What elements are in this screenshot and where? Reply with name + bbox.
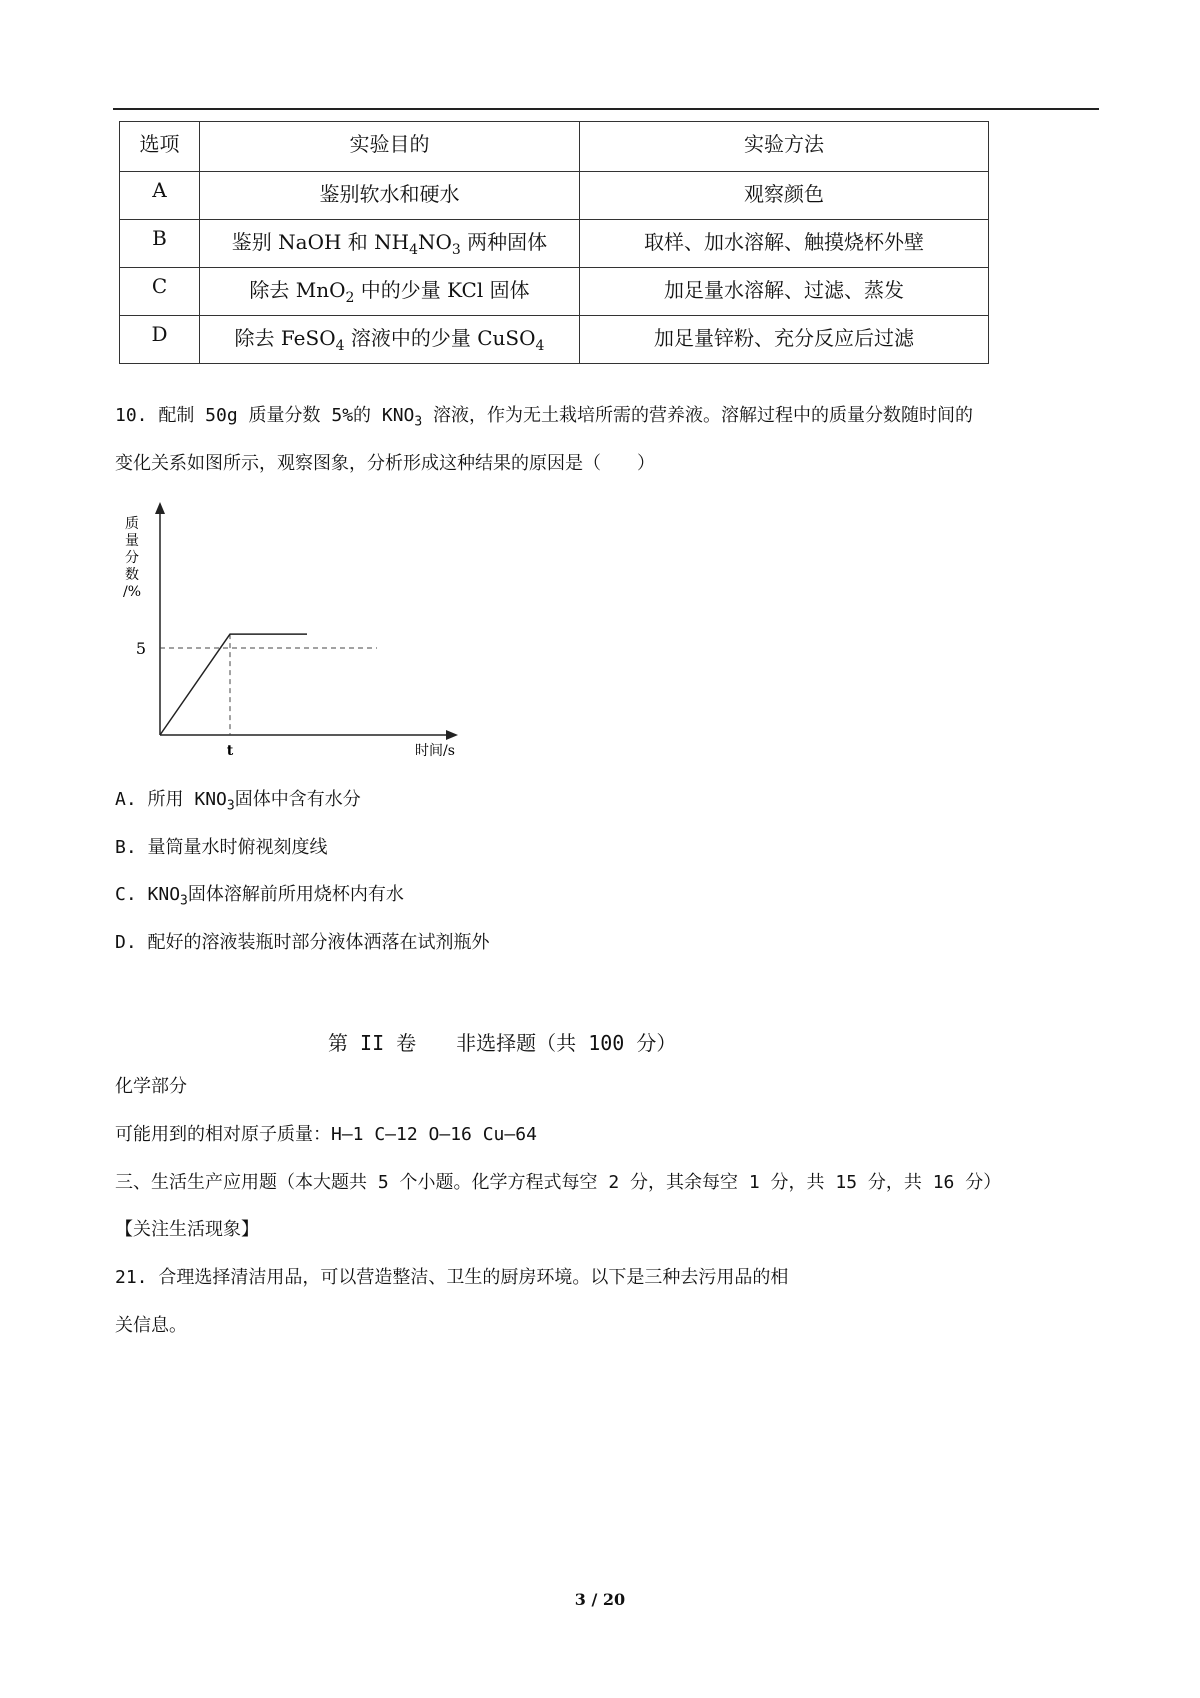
y-tick-label: 5 [135, 639, 146, 658]
section-title: 第 II 卷 非选择题（共 100 分） [328, 1031, 677, 1055]
option-cell: A [120, 172, 200, 220]
purpose-cell: 除去 MnO$_2$ 中的少量 KCl 固体 [200, 268, 580, 316]
y-axis-arrow [155, 502, 165, 514]
y-axis-label-char: 分 [125, 550, 139, 566]
x-axis-label: 时间/s [415, 743, 455, 759]
question-21-line1: 21. 合理选择清洁用品，可以营造整洁、卫生的厨房环境。以下是三种去污用品的相 [115, 1267, 789, 1288]
option-cell: C [120, 268, 200, 316]
question-21-line2: 关信息。 [115, 1315, 187, 1336]
table-row [120, 316, 989, 364]
header-rule [113, 108, 1099, 110]
chemistry-heading: 化学部分 [115, 1076, 187, 1097]
table-row [120, 172, 989, 220]
question-10-line1: 10. 配制 50g 质量分数 5%的 $KNO_3$ 溶液，作为无土栽培所需的营养液。溶解过程中的质量分数随时间的 [115, 405, 974, 430]
option-cell: B [120, 220, 200, 268]
option-b[interactable]: B. 量筒量水时俯视刻度线 [115, 837, 328, 858]
method-cell: 观察颜色 [580, 172, 989, 220]
y-axis-label-char: /% [122, 584, 142, 600]
header-option: 选项 [120, 122, 200, 172]
y-axis-label-char: 量 [125, 533, 139, 549]
x-axis-arrow [446, 730, 458, 740]
subsection-heading: 【关注生活现象】 [115, 1219, 259, 1240]
header-method: 实验方法 [580, 122, 989, 172]
x-tick-label: t [226, 743, 234, 759]
solubility-chart [110, 500, 490, 770]
y-axis-label [123, 516, 141, 600]
table-row [120, 268, 989, 316]
y-axis-label-char: 质 [125, 516, 139, 532]
table-header-row [120, 122, 989, 172]
purpose-cell: 鉴别 NaOH 和 $NH_4NO_3$ 两种固体 [200, 220, 580, 268]
option-d[interactable]: D. 配好的溶液装瓶时部分液体洒落在试剂瓶外 [115, 932, 490, 953]
atomic-masses: 可能用到的相对原子质量：H—1 C—12 O—16 Cu—64 [115, 1124, 537, 1145]
option-cell: D [120, 316, 200, 364]
series-line [160, 634, 307, 735]
purpose-cell: 鉴别软水和硬水 [200, 172, 580, 220]
y-axis-label-char: 数 [125, 567, 139, 583]
purpose-cell: 除去 FeSO$_4$ 溶液中的少量 CuSO$_4$ [200, 316, 580, 364]
method-cell: 加足量锌粉、充分反应后过滤 [580, 316, 989, 364]
method-cell: 取样、加水溶解、触摸烧杯外壁 [580, 220, 989, 268]
option-a[interactable]: A. 所用 $KNO_3$固体中含有水分 [115, 789, 361, 814]
option-c[interactable]: C. $KNO_3$固体溶解前所用烧杯内有水 [115, 884, 404, 909]
header-purpose: 实验目的 [200, 122, 580, 172]
question-10-line2: 变化关系如图所示，观察图象，分析形成这种结果的原因是（ ） [115, 453, 655, 474]
page-number: 3 / 20 [574, 1590, 626, 1609]
part-3-heading: 三、生活生产应用题（本大题共 5 个小题。化学方程式每空 2 分，其余每空 1 分，共 15 分，共 16 分） [115, 1172, 1002, 1193]
experiment-table [119, 121, 989, 364]
table-row [120, 220, 989, 268]
method-cell: 加足量水溶解、过滤、蒸发 [580, 268, 989, 316]
